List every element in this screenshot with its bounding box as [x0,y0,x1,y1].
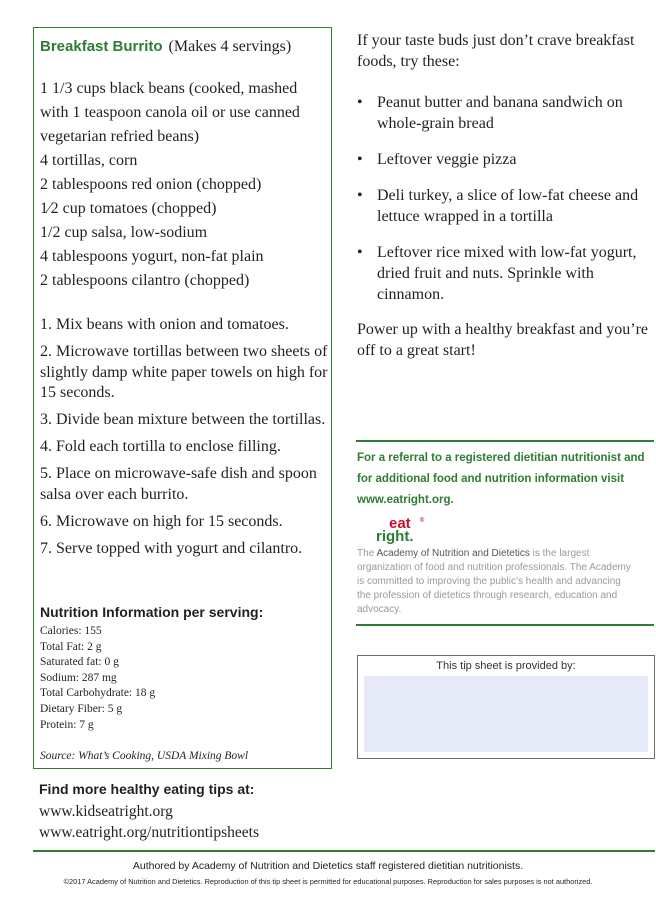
provider-stamp-area[interactable] [364,676,648,752]
nutrition-item: Dietary Fiber: 5 g [40,702,123,715]
nutrition-item: Sodium: 287 mg [40,671,117,684]
academy-prefix: The [357,548,377,559]
ingredients-list [40,77,330,293]
nutrition-item: Protein: 7 g [40,718,94,731]
ingredient-line: 2 tablespoons cilantro (chopped) [40,272,250,289]
recipe-source: Source: What’s Cooking, USDA Mixing Bowl [40,750,249,762]
recipe-box [33,27,332,769]
intro-text: If your taste buds just don’t crave breakfast foods, try these: [357,32,635,70]
suggestion-text: Leftover rice mixed with low-fat yogurt, dried fruit and nuts. Sprinkle with cinnamon. [377,244,637,303]
academy-rest: is the largest organization of food and nutrition professionals. The Academy is committed to improving the public’s health and advancing the profession of dietetics through research, education and advocacy. [357,548,631,615]
suggestion-item [357,92,652,134]
bullet-icon: • [357,151,363,168]
more-tips [39,781,259,843]
nutrition-heading: Nutrition Information per serving: [40,604,264,620]
step-item: 4. Fold each tortilla to enclose filling. [40,438,281,455]
divider [356,624,654,626]
recipe-title [40,36,291,56]
recipe-servings: (Makes 4 servings) [168,38,292,55]
bullet-icon: • [357,94,363,111]
registered-mark-icon: ® [419,517,425,524]
suggestion-text: Peanut butter and banana sandwich on whole-grain bread [377,94,623,132]
tips-link-kidseatright[interactable]: www.kidseatright.org [39,803,173,820]
ingredient-line: 1/2 cup salsa, low-sodium [40,224,208,241]
suggestion-item [357,242,652,305]
ingredient-line: 4 tortillas, corn [40,152,138,169]
ingredient-line: 2 tablespoons red onion (chopped) [40,176,262,193]
tips-link-eatright[interactable]: www.eatright.org/nutritiontipsheets [39,824,259,841]
authored-note: Authored by Academy of Nutrition and Dietetics staff registered dietitian nutritionists. [132,860,524,872]
eat-right-logo [376,515,425,545]
bullet-icon: • [357,244,363,261]
ingredient-line: 4 tablespoons yogurt, non-fat plain [40,248,264,265]
suggestion-item [357,149,652,170]
ingredient-line: 1 1/3 cups black beans (cooked, mashed [40,80,298,97]
nutrition-item: Total Fat: 2 g [40,640,102,653]
ingredient-line: vegetarian refried beans) [40,128,200,145]
academy-description [357,547,637,617]
suggestion-list [357,92,652,320]
step-item: 6. Microwave on high for 15 seconds. [40,512,283,530]
step-item: 1. Mix beans with onion and tomatoes. [40,316,289,333]
step-item: 5. Place on microwave-safe dish and spoon salsa over each burrito. [40,465,317,503]
suggestion-text: Deli turkey, a slice of low-fat cheese and lettuce wrapped in a tortilla [377,187,639,225]
nutrition-item: Saturated fat: 0 g [40,656,119,669]
suggestion-text: Leftover veggie pizza [377,151,517,168]
footer-divider [33,850,655,852]
copyright-note: ©2017 Academy of Nutrition and Dietetics. Reproduction of this tip sheet is permitted for educational purposes. Reproduction for sales purposes is not authorized. [63,877,593,886]
nutrition-list [40,624,155,733]
nutrition-item: Total Carbohydrate: 18 g [40,687,156,700]
nutrition-item: Calories: 155 [40,625,102,637]
ingredient-line: 1⁄2 cup tomatoes (chopped) [40,200,217,217]
suggestion-item [357,185,652,227]
provided-by-label: This tip sheet is provided by: [436,660,576,672]
step-item: 7. Serve topped with yogurt and cilantro. [40,539,303,557]
step-item: 3. Divide bean mixture between the tortillas. [40,411,326,428]
provided-by-box [357,655,655,759]
step-item: 2. Microwave tortillas between two sheets of slightly damp white paper towels on high for 15 seconds. [40,343,328,401]
logo-word-eat: eat [389,515,411,532]
logo-word-right: right. [376,528,414,545]
divider [356,440,654,442]
steps-list [40,315,330,566]
bullet-icon: • [357,187,363,204]
referral-text: For a referral to a registered dietitian nutritionist and for additional food and nutrition information visit www.eatright.org. [357,452,645,506]
closing-text: Power up with a healthy breakfast and you’re off to a great start! [357,321,649,359]
more-tips-heading: Find more healthy eating tips at: [39,781,255,797]
recipe-name: Breakfast Burrito [40,38,163,55]
academy-name: Academy of Nutrition and Dietetics [376,548,530,559]
ingredient-line: with 1 teaspoon canola oil or use canned [40,104,300,121]
